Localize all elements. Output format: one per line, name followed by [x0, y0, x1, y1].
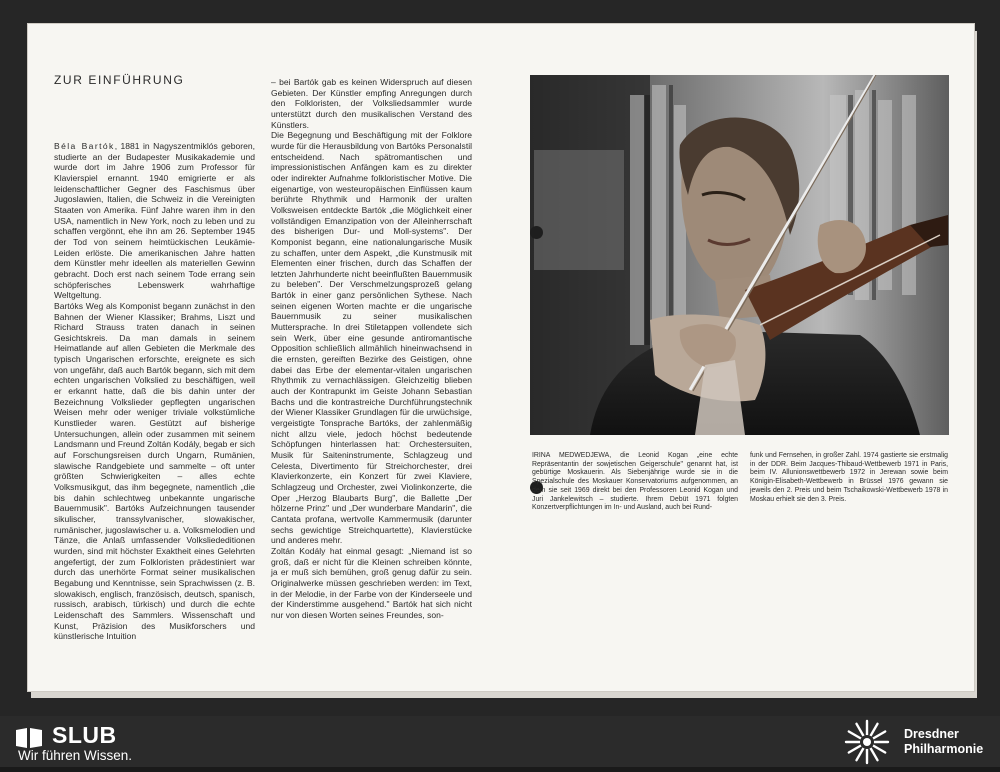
paragraph-kodaly-quote: Zoltán Kodály hat einmal gesagt: „Niemand ist so groß, daß er nicht für die Kleinen schreiben könnte, ja er muß sich bemühen, groß genug dafür zu sein. Originalwerke müssen geschrieben werden: im Text, in der Melodie, in der Farbe von der Kinderseele und der Kinderstimme ausgehend." Bartók hat sich nicht nur von diesen Worten seines Freundes, son- [271, 545, 472, 620]
text-column-middle [271, 77, 472, 620]
text-column-left [54, 141, 255, 642]
slub-tagline: Wir führen Wissen. [18, 748, 133, 763]
punch-hole [530, 226, 543, 239]
paragraph-intro [54, 141, 255, 301]
philharmonie-line2: Philharmonie [904, 742, 984, 756]
intro-text: , 1881 in Nagyszentmiklós geboren, studierte an der Budapester Musikakademie und wurde dort im Jahre 1906 zum Professor für Klavierspiel ernannt. 1940 emigrierte er als leidenschaftlicher Gegner des Faschismus über Jugoslawien, Italien, die Schweiz in die Vereinigten Staaten von Amerika. Fünf Jahre waren ihm in den USA, namentlich in New York, noch zu leben und zu schaffen vergönnt, ehe ihn am 26. September 1945 der Tod von seinem heimtückischen Leukämie-Leiden erlöste. Die amerikanischen Jahre hatten dem Künstler mehr ideellen als materiellen Gewinn gebracht. Doch erst nach seinem Tode errang sein schöpferisches Lebenswerk wahrhaftige Weltgeltung. [54, 141, 255, 301]
philharmonie-brand[interactable] [904, 727, 983, 757]
photo-caption-right: funk und Fernsehen, in großer Zahl. 1974 gastierte sie erstmalig in der DDR. Beim Jacques-Thibaud-Wettbewerb 1971 in Paris, beim IV. Allunionswettbewerb 1972 in Jerewan sowie beim Königin-Elisabeth-Wettbewerb in Brüssel 1976 gewann sie jeweils den 2. Preis und beim Tschaikowski-Wettbewerb 1978 in Moskau erhielt sie den 3. Preis. [750, 452, 948, 503]
photo-caption-left: IRINA MEDWEDJEWA, die Leonid Kogan „eine echte Repräsentantin der sowjetischen Geigerschule" genannt hat, ist gebürtige Moskauerin. Als Siebenjährige wurde sie in die Spezialschule des Moskauer Konservatoriums aufgenommen, an dem sie seit 1969 direkt bei den Professoren Leonid Kogan und Juri Jankelewitsch – studierte. Ihrem Debüt 1971 folgten Konzertverpflichtungen im In- und Ausland, auch bei Rund- [532, 452, 738, 512]
paragraph-composer-path: Bartóks Weg als Komponist begann zunächst in den Bahnen der Wiener Klassiker; Brahms, Liszt und Richard Strauss traten danach in seinen Gesichtskreis. Da man damals in seinem Heimatlande auf allen Gebieten die Merkmale des typisch Ungarischen erforschte, ereignete es sich von ungefähr, daß auch Bartók begann, sich mit dem echten ungarischen Volkslied zu beschäftigen, weil er erkannt hatte, daß die bis dahin unter der Bezeichnung Volkslieder gepflegten ungarischen Weisen mehr oder weniger triviale volkstümliche Kunstlieder waren. Gestützt auf bisherige Untersuchungen, allein oder zusammen mit seinem Landsmann und Freund Zoltán Kodály, begab er sich auf Forschungsreisen durch Ungarn, Rumänien, slawische Randgebiete und sammelte – oft unter größten Schwierigkeiten – alles echte Volksmusikgut, das ihm begegnete, namentlich „die bis dahin schlechtweg unbekannte ungarische Bauernmusik". Bartóks Aufzeichnungen tausender sikulischer, transsylvanischer, slowakischer, rumänischer, jugoslawischer u. a. Volksmelodien und Tänze, die Anlaß umfassender Volksliededitionen wurden, sind mit höchster Exaktheit eines Gelehrten angefertigt, der zum Folkloristen prädestiniert war durch das unerhörte Format seiner musikalischen Begabung und Kenntnisse, sein Sprachwissen (z. B. slowakisch, englisch, französisch, deutsch, spanisch, russisch, arabisch, türkisch) und durch die echte Leidenschaft des Sammlers. Wissenschaft und Kunst, Präzision des Musikforschers und künstlerische Intuition [54, 300, 255, 642]
violinist-photo [530, 75, 949, 435]
section-heading: ZUR EINFÜHRUNG [54, 73, 185, 87]
slub-brand[interactable]: SLUB [52, 722, 117, 748]
philharmonie-logo-icon[interactable] [841, 717, 893, 772]
philharmonie-line1: Dresdner [904, 727, 959, 741]
paragraph-continuation: – bei Bartók gab es keinen Widerspruch auf diesen Gebieten. Der Künstler empfing Anregungen durch den Folkloristen, der Volksliedsammler wurde unterstützt durch den musikalischen Verstand des Künstlers. [271, 77, 472, 130]
paragraph-folklore: Die Begegnung und Beschäftigung mit der Folklore wurde für die Herausbildung von Bartóks Personalstil entscheidend. Nach spätromantischen und impressionistischen Anfängen kam es zu direkter oder indirekter Aufnahme folkloristischer Motive. Die eigenartige, von westeuropäischen Einflüssen kaum berührte Rhythmik und Harmonik der uralten Volksweisen entdeckte Bartók „die Möglichkeit einer vollständigen Emanzipation von der Alleinherrschaft des bisherigen Dur- und Moll-systems". Der Komponist begann, eine nationalungarische Musik zu schaffen, unter dem Aspekt, „die Kunstmusik mit Elementen einer frischen, durch das Schaffen der letzten Jahrhunderte nicht beeinflußten Bauernmusik zu beleben". Der Verschmelzungsprozeß gelang Bartók in einer ganz persönlichen Sythese. Nach seinen eigenen Worten machte er die ungarische Bauernmusik zu seiner musikalischen Muttersprache. In drei Stiletappen vollendete sich sein Werk, über eine gesunde antiromantische Opposition schließlich allmählich hineinwachsend in die ernsten, gereiften Bezirke des Geistigen, ohne dabei das Erbe der elementar-vitalen ungarischen Rhythmik zu vernachlässigen. Gleichzeitig blieben auch der Kontrapunkt im Geiste Johann Sebastian Bachs und die kontrastreiche Durchführungstechnik der Wiener Klassiker Grundlagen für die urwüchsige, vergeistigte Tonsprache Bartóks, der zahlenmäßig nicht allzu viele, jedoch höchst bedeutende Schöpfungen hinterlassen hat: Orchestersuiten, Musik für Saiteninstrumente, Schlagzeug und Celesta, Divertimento für Streichorchester, drei Klavierkonzerte, ein Konzert für zwei Klaviere, Schlagzeug und Orchester, zwei Violinkonzerte, die Oper „Herzog Blaubarts Burg", die Ballette „Der hölzerne Prinz" und „Der wunderbare Mandarin", die Cantata profana, wertvolle Kammermusik (darunter sechs gewichtige Streichquartette), Klavierstücke und anderes mehr. [271, 130, 472, 546]
composer-name: Béla Bartók [54, 141, 115, 151]
